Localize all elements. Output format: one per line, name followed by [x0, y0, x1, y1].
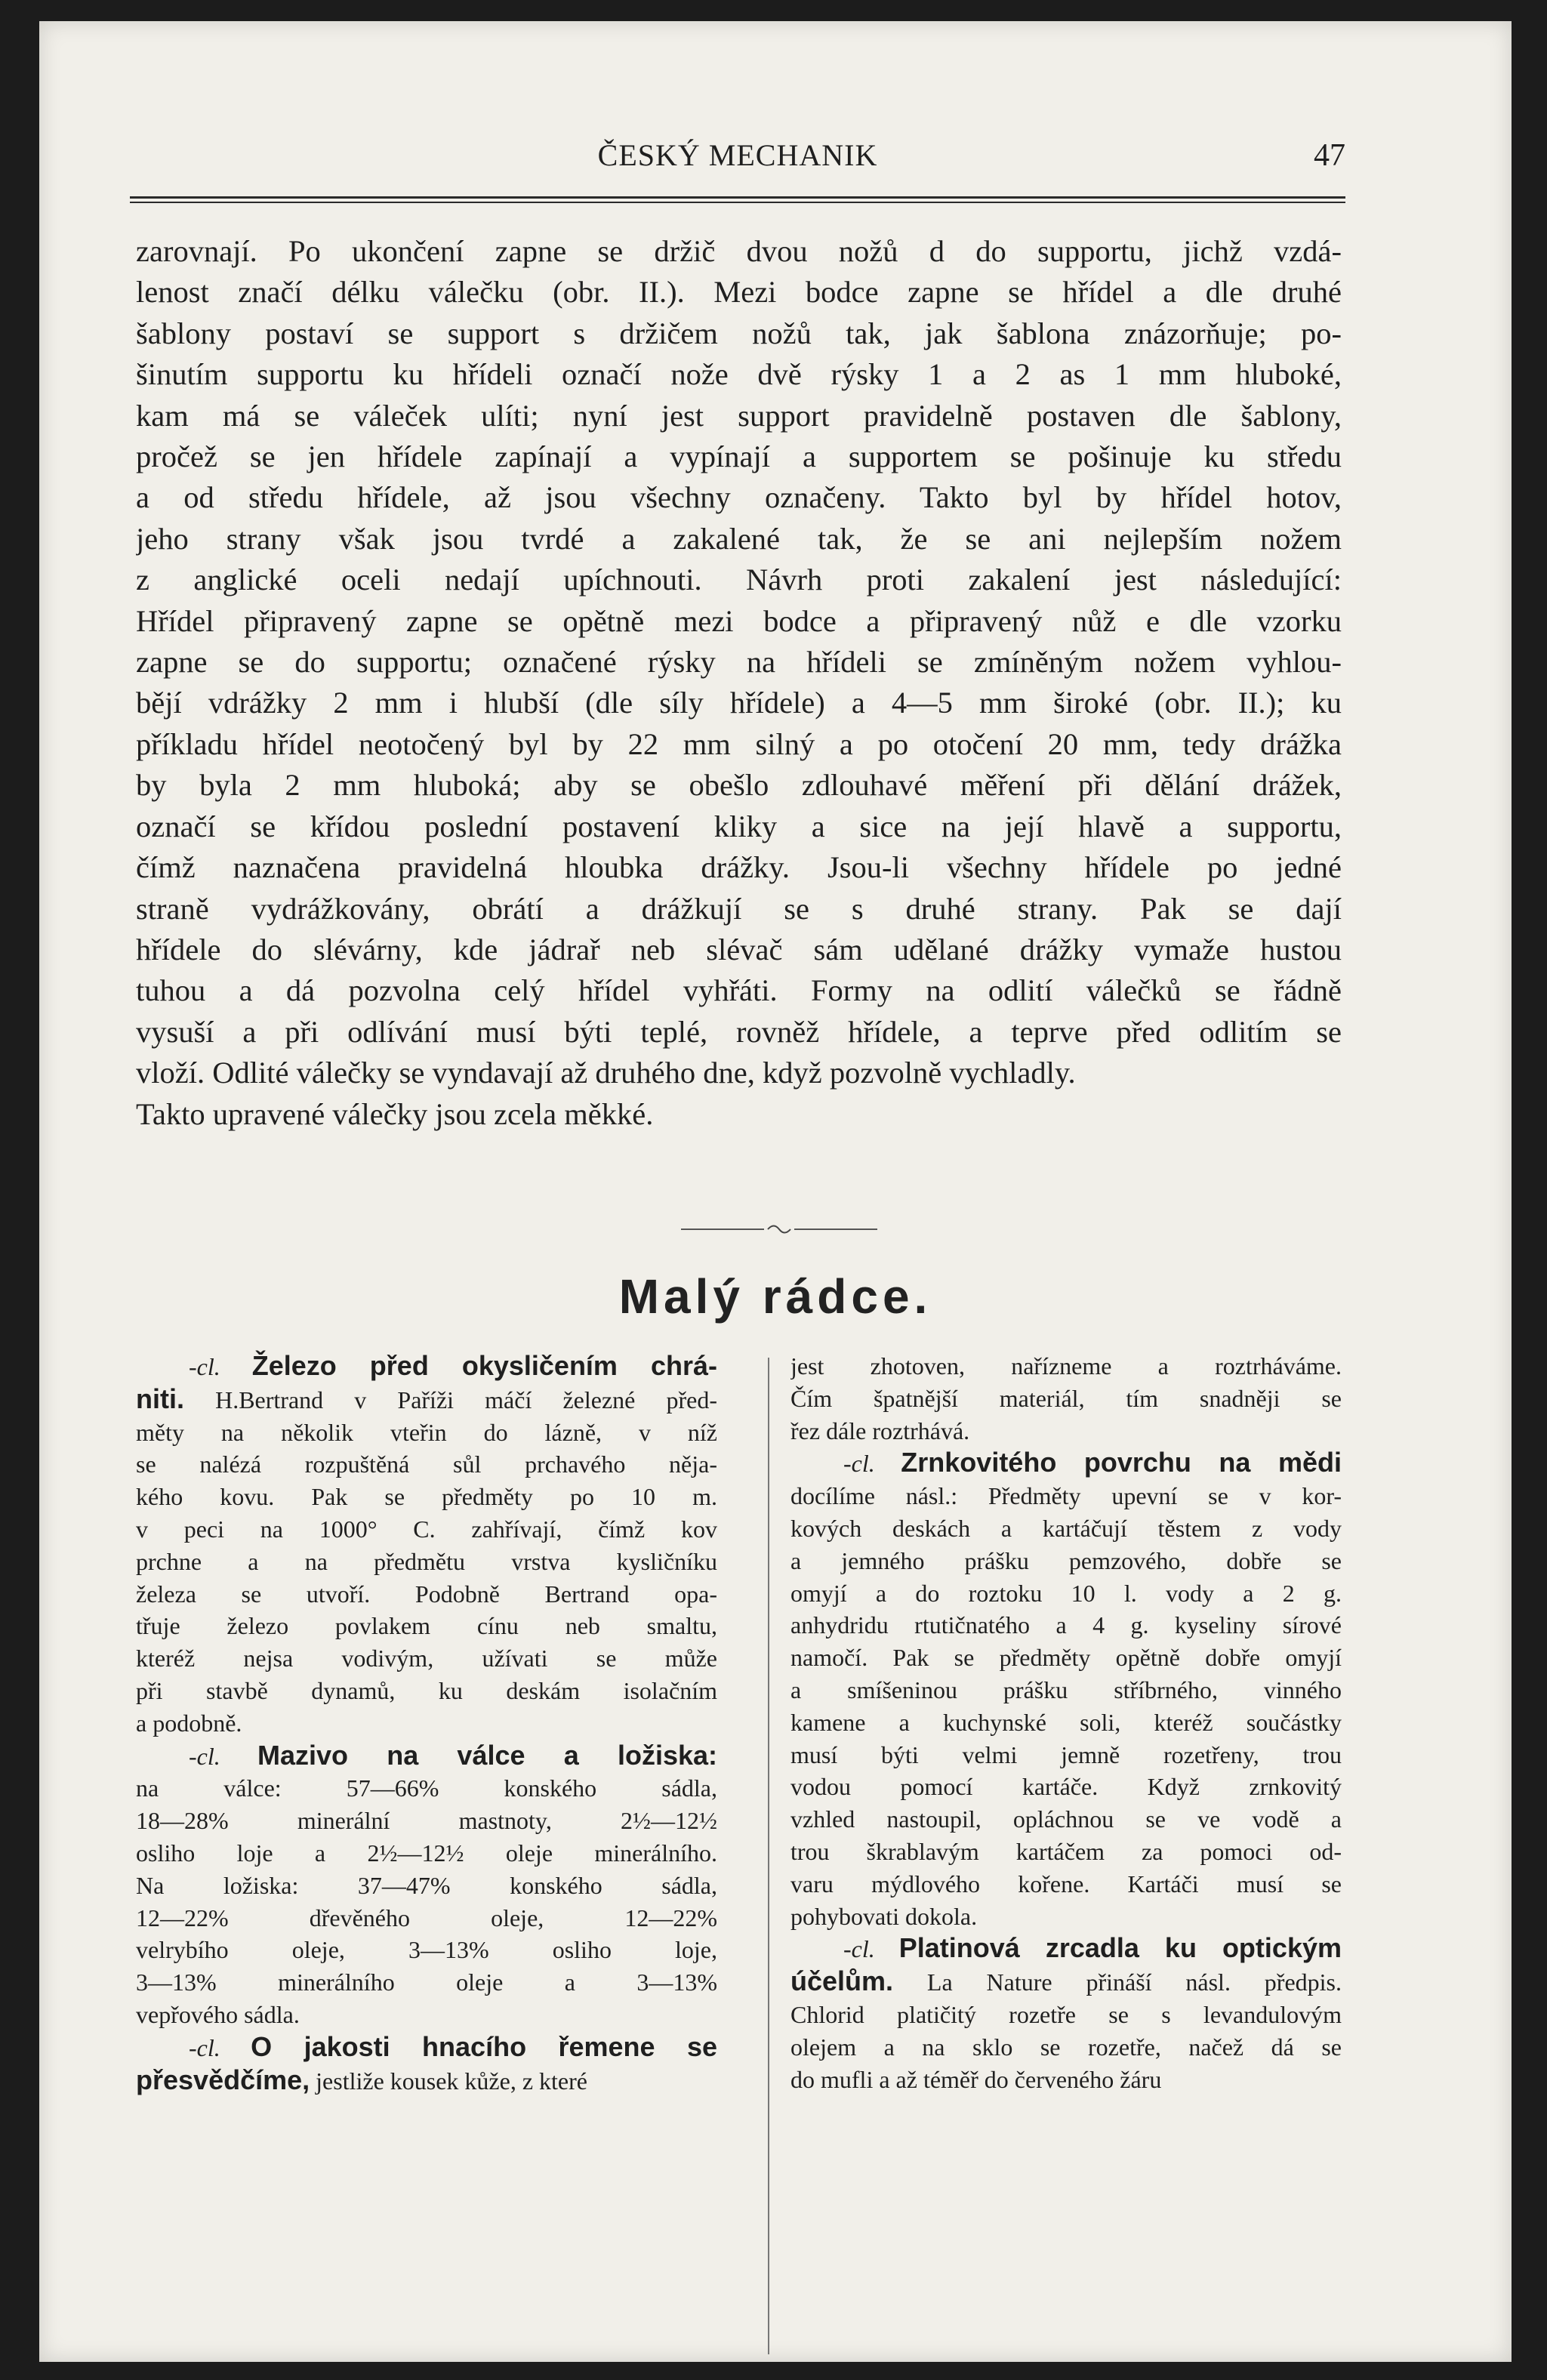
text-line: olejem a na sklo se rozetře, načež dá se [790, 2033, 1342, 2061]
text-line: příkladu hřídel neotočený byl by 22 mm silný a po otočení 20 mm, tedy drážka [136, 726, 1342, 761]
text-line: omyjí a do roztoku 10 l. vody a 2 g. [790, 1579, 1342, 1607]
text-line: na válce: 57—66% konského sádla, [136, 1774, 717, 1802]
item-heading: přesvědčíme, [136, 2064, 310, 2095]
text-line: kam má se váleček ulíti; nyní jest support pravidelně postaven dle šablony, [136, 398, 1342, 433]
text-line: při stavbě dynamů, ku deskám isolačním [136, 1676, 717, 1704]
text-line: 18—28% minerální mastnoty, 2½—12½ [136, 1807, 717, 1835]
text-line: šinutím supportu ku hřídeli označí nože dvě rýsky 1 a 2 as 1 mm hluboké, [136, 357, 1342, 392]
heading-line [136, 2031, 717, 2064]
text-line: lenost značí délku válečku (obr. II.). Mezi bodce zapne se hřídel a dle druhé [136, 275, 1342, 310]
text-line: straně vydrážkovány, obrátí a drážkují se s druhé strany. Pak se dají [136, 891, 1342, 926]
text-line: bějí vdrážky 2 mm i hlubší (dle síly hřídele) a 4—5 mm široké (obr. II.); ku [136, 686, 1342, 720]
text-run: jestliže kousek kůže, z které [310, 2067, 587, 2095]
ornament-divider [681, 1222, 877, 1237]
text-line: do mufli a až téměř do červeného žáru [790, 2065, 1162, 2093]
text-line: se nalézá rozpuštěná sůl prchavého něja- [136, 1451, 717, 1478]
left-column [136, 1350, 717, 2097]
text-line: anhydridu rtutičnatého a 4 g. kyseliny sírové [790, 1611, 1342, 1639]
text-line: osliho loje a 2½—12½ oleje minerálního. [136, 1839, 717, 1867]
text-run: H.Bertrand v Paříži máčí železné před- [183, 1386, 717, 1414]
text-line: jest zhotoven, nařízneme a roztrháváme. [790, 1352, 1342, 1380]
text-line: pročež se jen hřídele zapínají a vypínají a supportem se pošinuje ku středu [136, 439, 1342, 474]
text-line: jeho strany však jsou tvrdé a zakalené tak, že se ani nejlepším nožem [136, 521, 1342, 556]
right-column [790, 1350, 1342, 2095]
item-heading: Platinová zrcadla ku optickým [898, 1932, 1342, 1964]
heading-line [136, 1740, 717, 1773]
text-line: měty na několik vteřin do lázně, v níž [136, 1418, 717, 1446]
text-line: zarovnají. Po ukončení zapne se držič dvou nožů d do supportu, jichž vzdá- [136, 234, 1342, 268]
text-line: v peci na 1000° C. zahřívají, čímž kov [136, 1515, 717, 1543]
item-heading: Zrnkovitého povrchu na mědi [901, 1447, 1342, 1478]
text-line: Čím špatnější materiál, tím snadněji se [790, 1384, 1342, 1412]
text-run: La Nature přináší násl. předpis. [893, 1968, 1342, 1996]
item-heading: účelům. [790, 1965, 894, 1997]
heading-line [136, 1350, 717, 1383]
text-line: Na ložiska: 37—47% konského sádla, [136, 1871, 717, 1899]
text-line: z anglické oceli nedají upíchnouti. Návrh proti zakalení jest následující: [136, 563, 1342, 597]
text-line: 12—22% dřevěného oleje, 12—22% [136, 1904, 717, 1931]
signature: -cl. [189, 1353, 252, 1380]
signature: -cl. [843, 1935, 899, 1963]
text-line: čímž naznačena pravidelná hloubka drážky. Jsou-li všechny hřídele po jedné [136, 850, 1342, 885]
heading-line [790, 1932, 1342, 1965]
text-line: kových deskách a kartáčují těstem z vody [790, 1514, 1342, 1542]
text-line: vepřového sádla. [136, 2000, 300, 2028]
running-title: ČESKÝ MECHANIK [597, 138, 878, 172]
heading-line [790, 1965, 1342, 1999]
text-line: označí se křídou poslední postavení kliky a sice na její hlavě a supportu, [136, 809, 1342, 843]
item-heading: niti. [136, 1383, 184, 1414]
page-number: 47 [1314, 138, 1345, 173]
text-line: a podobně. [136, 1709, 242, 1737]
main-article-text [136, 231, 1342, 1135]
column-separator [768, 1358, 769, 2354]
text-line: železa se utvoří. Podobně Bertrand opa- [136, 1580, 717, 1608]
text-line: vzhled nastoupil, opláchnou se ve vodě a [790, 1805, 1342, 1833]
text-line: pohybovati dokola. [790, 1902, 978, 1930]
text-line: trou škrablavým kartáčem za pomoci od- [790, 1837, 1342, 1865]
text-line: Hřídel připravený zapne se opětně mezi bodce a připravený nůž e dle vzorku [136, 603, 1342, 638]
text-line: zapne se do supportu; označené rýsky na hřídeli se zmíněným nožem vyhlou- [136, 645, 1342, 680]
page [39, 21, 1512, 2362]
signature: -cl. [843, 1450, 901, 1478]
text-line: kého kovu. Pak se předměty po 10 m. [136, 1483, 717, 1511]
heading-line [790, 1447, 1342, 1480]
heading-line [136, 1383, 717, 1417]
signature: -cl. [189, 1742, 257, 1770]
text-line: Takto upravené válečky jsou zcela měkké. [136, 1096, 654, 1131]
text-line: a jemného prášku pemzového, dobře se [790, 1546, 1342, 1574]
text-line: vloží. Odlité válečky se vyndavají až druhého dne, když pozvolně vychladly. [136, 1056, 1076, 1090]
text-line: vysuší a při odlívání musí býti teplé, rovněž hřídele, a teprve před odlitím se [136, 1014, 1342, 1049]
text-line: vodou pomocí kartáče. Když zrnkovitý [790, 1773, 1342, 1801]
text-line: by byla 2 mm hluboká; aby se obešlo zdlouhavé měření při dělání drážek, [136, 768, 1342, 803]
text-line: tuhou a dá pozvolna celý hřídel vyhřáti. Formy na odlití válečků se řádně [136, 973, 1342, 1008]
text-line: namočí. Pak se předměty opětně dobře omyjí [790, 1644, 1342, 1672]
page-header [130, 134, 1345, 189]
text-line: varu mýdlového kořene. Kartáči musí se [790, 1870, 1342, 1898]
text-line: kteréž nejsa vodivým, užívati se může [136, 1645, 717, 1672]
signature: -cl. [189, 2033, 251, 2061]
text-line: velrybího oleje, 3—13% osliho loje, [136, 1936, 717, 1964]
text-line: hřídele do slévárny, kde jádrař neb slévač sám udělané drážky vymaže hustou [136, 932, 1342, 966]
text-line: musí býti velmi jemně rozetřeny, trou [790, 1740, 1342, 1768]
header-rule [130, 196, 1345, 203]
text-line: Chlorid platičitý rozetře se s levandulovým [790, 2000, 1342, 2028]
text-line: 3—13% minerálního oleje a 3—13% [136, 1968, 717, 1996]
text-line: a smíšeninou prášku stříbrného, vinného [790, 1676, 1342, 1703]
heading-line [136, 2064, 717, 2098]
item-heading: Železo před okysličením chrá- [251, 1350, 717, 1381]
text-line: prchne a na předmětu vrstva kysličníku [136, 1547, 717, 1575]
text-line: řez dále roztrhává. [790, 1417, 970, 1444]
item-heading: O jakosti hnacího řemene se [251, 2030, 717, 2062]
item-heading: Mazivo na válce a ložiska: [257, 1739, 717, 1771]
section-title: Malý rádce. [618, 1269, 932, 1324]
text-line: a od středu hřídele, až jsou všechny označeny. Takto byl by hřídel hotov, [136, 480, 1342, 515]
text-line: třuje železo povlakem cínu neb smaltu, [136, 1612, 717, 1640]
text-line: šablony postaví se support s držičem nožů tak, jak šablona znázorňuje; po- [136, 316, 1342, 350]
text-line: docílíme násl.: Předměty upevní se v kor- [790, 1482, 1342, 1510]
text-line: kamene a kuchynské soli, kteréž součástky [790, 1708, 1342, 1736]
